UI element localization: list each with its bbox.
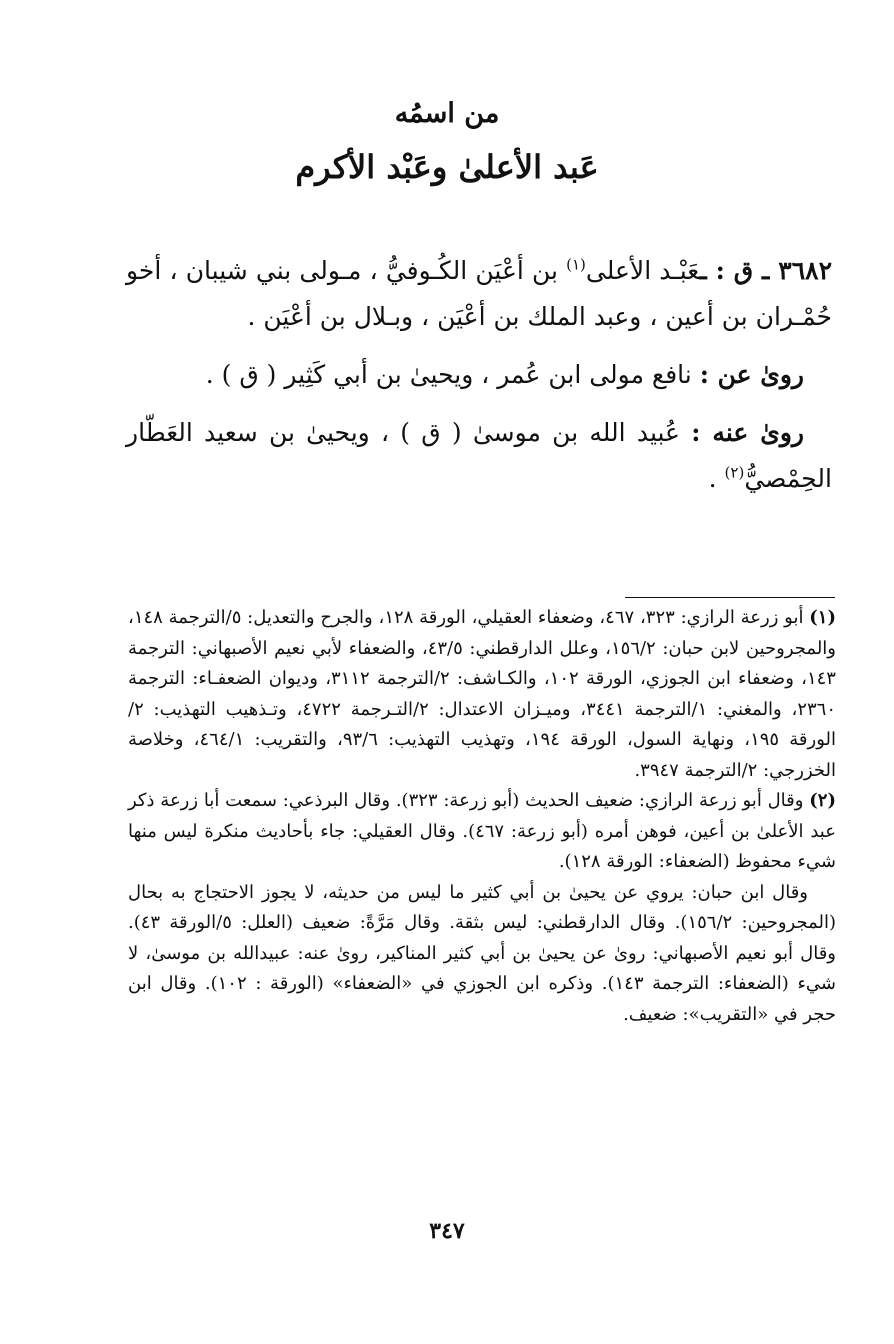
footnote-2 xyxy=(128,786,836,878)
narrated-by-label: روىٰ عنه : xyxy=(691,418,804,447)
page-number: ٣٤٧ xyxy=(429,1218,465,1244)
footnote-number: (٢) xyxy=(809,790,836,811)
footnote-ref-1: (١) xyxy=(566,255,586,274)
footnotes xyxy=(128,603,836,1030)
section-title: عَبد الأعلىٰ وعَبْد الأكرم xyxy=(295,148,599,186)
section-pretitle: من اسمُه xyxy=(394,98,500,129)
narrated-by-text: عُبيد الله بن موسىٰ ( ق ) ، ويحيىٰ بن سعيد العَطّار الحِمْصيُّ xyxy=(126,418,832,493)
footnote-1 xyxy=(128,603,836,786)
narrated-from-text: نافع مولى ابن عُمر ، ويحيىٰ بن أبي كَثِير ( ق ) . xyxy=(205,360,700,389)
entry-paragraph xyxy=(126,248,832,340)
footnote-2-continuation: وقال ابن حبان: يروي عن يحيىٰ بن أبي كثير ما ليس من حديثه، لا يجوز الاحتجاج به بحال (المجروحين: ١٥٦/٢). وقال الدارقطني: ليس بثقة. وقال مَرَّةً: ضعيف (العلل: ٥/الورقة ٤٣). وقال أبو نعيم الأصبهاني: روىٰ عن يحيىٰ بن أبي كثير المناكير، روىٰ عنه: عبيدالله بن موسىٰ، لا شيء (الضعفاء: الترجمة ١٤٣). وذكره ابن الجوزي في «الضعفاء» (الورقة : ١٠٢). وقال ابن حجر في «التقريب»: ضعيف. xyxy=(128,881,836,1025)
narrated-by-end: . xyxy=(708,464,725,493)
narrated-from-label: روىٰ عن : xyxy=(699,360,804,389)
footnote-ref-2: (٢) xyxy=(724,463,745,482)
entry-text: بن أعْيَن الكُـوفيُّ ، مـولى بني شيبان ، أخو حُمْـران بن أعين ، وعبد الملك بن أعْيَن ، وبـلال بن أعْيَن . xyxy=(126,256,832,331)
footnote-number: (١) xyxy=(809,607,836,628)
entry-name: عَبْـد الأعلى xyxy=(585,256,700,285)
narrated-by-paragraph xyxy=(126,410,832,502)
entry-number: ٣٦٨٢ ـ ق : ـ xyxy=(699,256,833,285)
footnote-divider xyxy=(625,597,835,598)
footnote-text: أبو زرعة الرازي: ٣٢٣، ٤٦٧، وضعفاء العقيلي، الورقة ١٢٨، والجرح والتعديل: ٥/الترجمة ١٤٨، والمجروحين لابن حبان: ١٥٦/٢، وعلل الدارقطني: ٤٣/٥، والضعفاء لأبي نعيم الأصبهاني: الترجمة ١٤٣، وضعفاء ابن الجوزي، الورقة ١٠٢، والكـاشف: ٢/الترجمة ٣١١٢، وديوان الضعفـاء: الترجمة ٢٣٦٠، والمغني: ١/الترجمة ٣٤٤١، وميـزان الاعتدال: ٢/التـرجمة ٤٧٢٢، وتـذهيب التهذيب: ٢/الورقة ١٩٥، ونهاية السول، الورقة ١٩٤، وتهذيب التهذيب: ٩٣/٦، والتقريب: ٤٦٤/١، وخلاصة الخزرجي: ٢/الترجمة ٣٩٤٧. xyxy=(128,607,836,781)
narrated-from-paragraph xyxy=(126,352,832,398)
footnote-text: وقال أبو زرعة الرازي: ضعيف الحديث (أبو زرعة: ٣٢٣). وقال البرذعي: سمعت أبا زرعة ذكر عبد الأعلىٰ بن أعين، فوهن أمره (أبو زرعة: ٤٦٧). وقال العقيلي: جاء بأحاديث منكرة ليس منها شيء محفوظ (الضعفاء: الورقة ١٢٨). xyxy=(128,790,836,872)
entry-body xyxy=(126,248,832,514)
